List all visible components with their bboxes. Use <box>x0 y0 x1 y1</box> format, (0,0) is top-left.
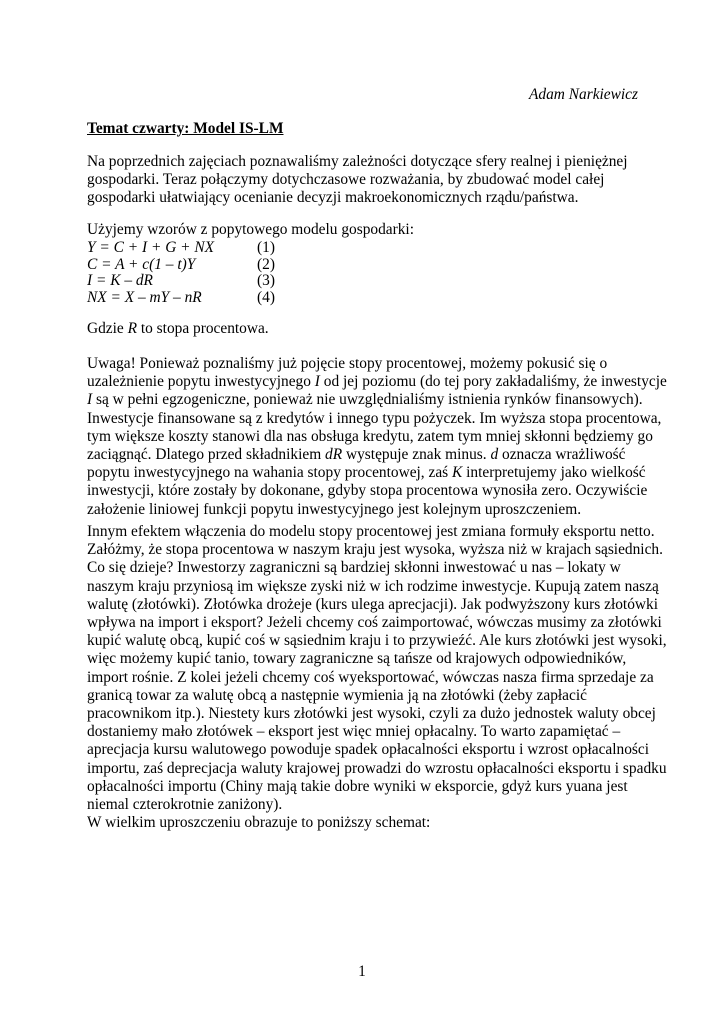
variable: I <box>87 391 93 409</box>
text-run: oznacza wrażliwość <box>498 446 626 464</box>
text-line: Co się dzieje? Inwestorzy zagraniczni są bardziej skłonni inwestować u nas – lokaty w <box>87 559 621 577</box>
text-run: od jej poziomu (do tej pory zakładaliśmy, że inwestycje <box>319 373 667 391</box>
formula-expression: I = K – dR <box>87 272 153 289</box>
variable: d <box>490 446 499 464</box>
text-line: Na poprzednich zajęciach poznawaliśmy zależności dotyczące sfery realnej i pieniężnej <box>87 153 628 170</box>
page-number: 1 <box>358 963 366 980</box>
text-line: gospodarki. Teraz połączymy dotychczasowe rozważania, by zbudować model całej <box>87 171 605 189</box>
text-line: import rośnie. Z kolei jeżeli chcemy coś wyeksportować, wówczas nasza firma sprzedaje za <box>87 668 654 686</box>
text-run: występuje znak minus. <box>342 446 491 464</box>
page-title: Temat czwarty: Model IS-LM <box>87 120 284 137</box>
intro-paragraph <box>87 153 647 208</box>
text-line <box>87 464 647 482</box>
formula-number: (2) <box>257 256 275 273</box>
formula-expression: C = A + c(1 – t)Y <box>87 256 196 273</box>
text-line: kupić walutę obcą, kupić coś w sąsiednim kraju i to przywieźć. Ale kurs złotówki jest wysoki, <box>87 632 667 650</box>
text-line: importu, zaś deprecjacja waluty krajowej prowadzi do wzrostu opłacalności eksportu i spadku <box>87 759 667 777</box>
text-line: walutę (złotówki). Złotówka drożeje (kurs ulega aprecjacji). Jak podwyższony kurs złotówki <box>87 595 658 613</box>
text-line <box>87 446 647 464</box>
text-line: pracownikom itp.). Niestety kurs złotówki jest wysoki, czyli za dużo jednostek waluty obcej <box>87 705 656 723</box>
author-name: Adam Narkiewicz <box>528 86 638 103</box>
text-line: więc możemy kupić tanio, towary zagraniczne są tańsze od krajowych odpowiedników, <box>87 650 627 668</box>
variable: dR <box>325 446 343 464</box>
formulas-heading: Użyjemy wzorów z popytowego modelu gospodarki: <box>87 221 414 238</box>
text-line: dostaniemy mało złotówek – eksport jest więc mniej opłacalny. To warto zapamiętać – <box>87 723 621 741</box>
text-run: Gdzie <box>87 320 128 337</box>
formula-expression: Y = C + I + G + NX <box>87 239 215 256</box>
innym-paragraph <box>87 523 667 832</box>
text-line: Uwaga! Ponieważ poznaliśmy już pojęcie stopy procentowej, możemy pokusić się o <box>87 355 608 372</box>
text-line: W wielkim uproszczeniu obrazuje to poniższy schemat: <box>87 814 431 832</box>
definition-sentence <box>87 320 647 338</box>
uwaga-paragraph <box>87 355 667 519</box>
text-line: inwestycji, które zostały by dokonane, gdyby stopa procentowa wynosiła zero. Oczywiście <box>87 482 648 500</box>
formula-number: (1) <box>257 239 275 256</box>
text-line: tym większe koszty stanowi dla nas obsługa kredytu, zatem tym mniej skłonni będziemy go <box>87 427 653 445</box>
variable: I <box>314 373 320 391</box>
text-line: niemal czterokrotnie zaniżony). <box>87 796 283 814</box>
formula-number: (3) <box>257 272 275 289</box>
text-run: interpretujemy jako wielkość <box>462 464 646 482</box>
text-line: Innym efektem włączenia do modelu stopy procentowej jest zmiana formuły eksportu netto. <box>87 523 655 540</box>
text-line: Załóżmy, że stopa procentowa w naszym kraju jest wysoka, wyższa niż w krajach sąsiednich. <box>87 541 663 559</box>
text-line: wpływa na import i eksport? Jeżeli chcemy coś zaimportować, wówczas musimy za złotówki <box>87 614 662 632</box>
text-line: naszym kraju przyniosą im większe zyski niż w ich rodzime inwestycje. Kupują zatem naszą <box>87 577 659 595</box>
text-line: granicą towar za walutę obcą a następnie wymienia ją na złotówki (żeby zapłacić <box>87 686 587 704</box>
text-run: to stopa procentowa. <box>137 320 269 337</box>
text-line <box>87 373 667 391</box>
text-run: są w pełni egzogeniczne, ponieważ nie uwzględnialiśmy istnienia rynków finansowych). <box>92 391 643 409</box>
formula-number: (4) <box>257 289 275 306</box>
formula-expression: NX = X – mY – nR <box>87 289 202 306</box>
text-line: założenie liniowej funkcji popytu inwestycyjnego jest kolejnym uproszczeniem. <box>87 500 582 518</box>
text-run: zaciągnąć. Dlatego przed składnikiem <box>87 446 326 464</box>
text-run: popytu inwestycyjnego na wahania stopy procentowej, zaś <box>87 464 453 482</box>
variable: K <box>452 464 463 482</box>
text-run: uzależnienie popytu inwestycyjnego <box>87 373 315 391</box>
text-line: gospodarki ułatwiający ocenianie decyzji makroekonomicznych rządu/państwa. <box>87 189 579 207</box>
text-line: aprecjacja kursu walutowego powoduje spadek opłacalności eksportu i wzrost opłacalności <box>87 741 650 759</box>
text-line: Inwestycje finansowane są z kredytów i innego typu pożyczek. Im wyższa stopa procentowa, <box>87 409 662 427</box>
text-line <box>87 391 647 409</box>
text-line: opłacalności importu (Chiny mają takie dobre wyniki w eksporcie, gdyż kurs yuana jest <box>87 777 628 795</box>
variable: R <box>127 320 138 337</box>
